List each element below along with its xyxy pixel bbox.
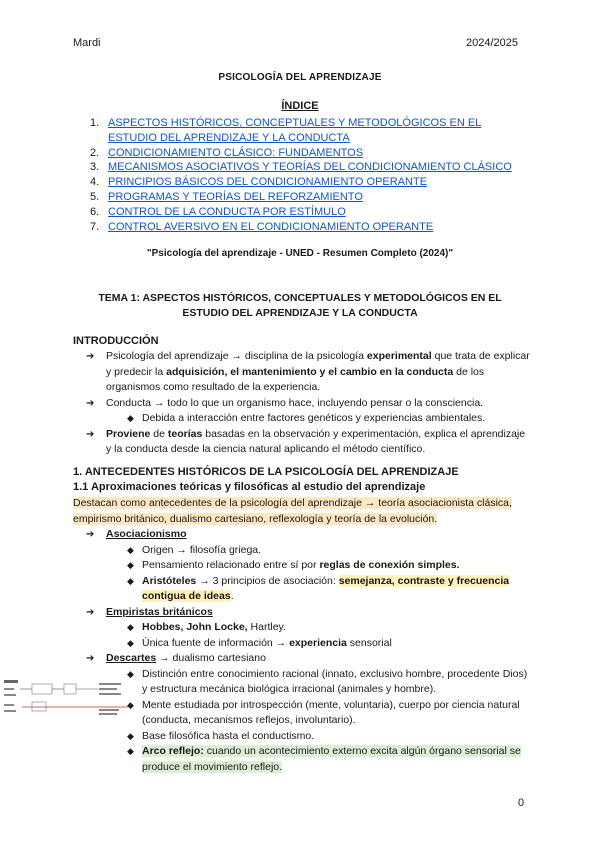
intro-point-3: ➔ Proviene de teorías basadas en la observación y experimentación, explica el aprendizaje y la conducta desde la ciencia natural aplicando el método científico. [86,427,526,455]
diamond-bullet-icon: ◆ [127,637,134,648]
asociacionismo-item: ➔ Asociacionismo [73,527,528,543]
diamond-bullet-icon: ◆ [127,575,134,586]
diamond-bullet-icon: ◆ [127,730,134,741]
diamond-bullet-icon: ◆ [127,413,134,423]
document-title: PSICOLOGÍA DEL APRENDIZAJE [218,72,382,83]
diamond-bullet-icon: ◆ [127,699,134,710]
chapter-title: TEMA 1: ASPECTOS HISTÓRICOS, CONCEPTUALES Y METODOLÓGICOS EN EL ESTUDIO DEL APRENDIZAJE Y LA CONDUCTA [98,292,502,319]
toc-item-7: 7. CONTROL AVERSIVO EN EL CONDICIONAMIENTO OPERANTE [90,220,434,233]
diamond-bullet-icon: ◆ [127,668,134,679]
page-number: 0 [518,797,525,809]
intro-body [73,349,533,458]
arrow-bullet-icon: ➔ [86,653,95,664]
arrow-bullet-icon: ➔ [86,397,95,409]
section-lead: Destacan como antecedentes de la psicología del aprendizaje → teoría asociacionista clásica, empirismo británico, dualismo cartesiano, reflexología y teoría de la evolución. [73,497,512,525]
toc-item-4: 4. PRINCIPIOS BÁSICOS DEL CONDICIONAMIENTO OPERANTE [90,176,428,189]
toc-link-4[interactable]: PRINCIPIOS BÁSICOS DEL CONDICIONAMIENTO OPERANTE [108,176,428,189]
section-1-heading: 1. ANTECEDENTES HISTÓRICOS DE LA PSICOLOGÍA DEL APRENDIZAJE [73,466,459,478]
header-author: Mardi [73,37,101,49]
toc-link-3[interactable]: MECANISMOS ASOCIATIVOS Y TEORÍAS DEL CONDICIONAMIENTO CLÁSICO [108,161,512,174]
intro-subpoint: ◆ Debida a interacción entre factores genéticos y experiencias ambientales. [73,411,533,427]
section-1-body: Destacan como antecedentes de la psicología del aprendizaje → teoría asociacionista clásica, empirismo británico, dualismo cartesiano, reflexología y teoría de la evolución. ➔ Asociacionismo ◆ Origen → filosofía griega. ◆ Pensamiento relacionado entre sí por reglas de conexión simples. ◆ Aristóteles → 3 principios de asociación: semejanza, contraste y frecuencia contigua de ideas. ➔ Empiristas británicos ◆ Hobbes, John Locke, Hartley. ◆ Única fuente de información → experiencia sensorial ➔ Descartes → dualismo cartesiano ◆ Distinción entre conocimiento racional (innato, exclusivo hombre, procedente Dios) y estructura mecánica biológica irracional (animales y hombre). ◆ Mente estudiada por introspección (mente, voluntaria), cuerpo por ciencia natural (conducta, mecanismos reflejos, involuntario). ◆ Base filosófica hasta el conductismo. ◆ Arco reflejo: cuando un acontecimiento externo excita algún órgano sensorial se produce el movimiento reflejo. [73,497,528,773]
reflex-arc-diagram-thumbnail [2,676,130,718]
section-1-1-heading: 1.1 Aproximaciones teóricas y filosóficas al estudio del aprendizaje [73,481,426,493]
toc-link-1[interactable]: ASPECTOS HISTÓRICOS, CONCEPTUALES Y METODOLÓGICOS EN EL [108,117,482,129]
toc-link-7[interactable]: CONTROL AVERSIVO EN EL CONDICIONAMIENTO OPERANTE [108,220,434,233]
arrow-bullet-icon: ➔ [86,428,95,440]
arrow-bullet-icon: ➔ [86,529,95,540]
toc-item-3: 3. MECANISMOS ASOCIATIVOS Y TEORÍAS DEL CONDICIONAMIENTO CLÁSICO [90,161,512,174]
toc-link-6[interactable]: CONTROL DE LA CONDUCTA POR ESTÍMULO [108,205,346,218]
diamond-bullet-icon: ◆ [127,560,134,570]
source-quote: "Psicología del aprendizaje - UNED - Resumen Completo (2024)" [146,248,454,259]
intro-point-2: ➔ Conducta → todo lo que un organismo hace, incluyendo pensar o la consciencia. [73,396,533,412]
toc-link-2[interactable]: CONDICIONAMIENTO CLÁSICO: FUNDAMENTOS [108,146,364,159]
diamond-bullet-icon: ◆ [127,544,134,555]
diamond-bullet-icon: ◆ [127,622,134,632]
index-heading: ÍNDICE [281,100,319,112]
toc-item-5: 5. PROGRAMAS Y TEORÍAS DEL REFORZAMIENTO [90,190,363,203]
diamond-bullet-icon: ◆ [127,746,134,756]
descartes-item: ➔ Descartes → dualismo cartesiano [73,651,528,667]
toc-item-1: 1. ASPECTOS HISTÓRICOS, CONCEPTUALES Y METODOLÓGICOS EN EL [90,117,482,129]
intro-point-1: ➔ Psicología del aprendizaje → disciplina de la psicología experimental que trata de explicar y predecir la adquisición, el mantenimiento y el cambio en la conducta de los organismos como resultado de la experiencia. [86,350,530,393]
table-of-contents [90,116,512,234]
toc-item-6: 6. CONTROL DE LA CONDUCTA POR ESTÍMULO [90,205,346,218]
arrow-bullet-icon: ➔ [86,606,95,618]
arrow-bullet-icon: ➔ [86,351,95,362]
empiristas-item: ➔ Empiristas británicos [73,605,528,621]
header-year: 2024/2025 [466,37,518,49]
intro-heading: INTRODUCCIÓN [73,335,159,347]
toc-item-2: 2. CONDICIONAMIENTO CLÁSICO: FUNDAMENTOS [90,146,364,159]
toc-link-5[interactable]: PROGRAMAS Y TEORÍAS DEL REFORZAMIENTO [108,190,363,203]
toc-link-1-cont[interactable]: ESTUDIO DEL APRENDIZAJE Y LA CONDUCTA [108,131,350,144]
